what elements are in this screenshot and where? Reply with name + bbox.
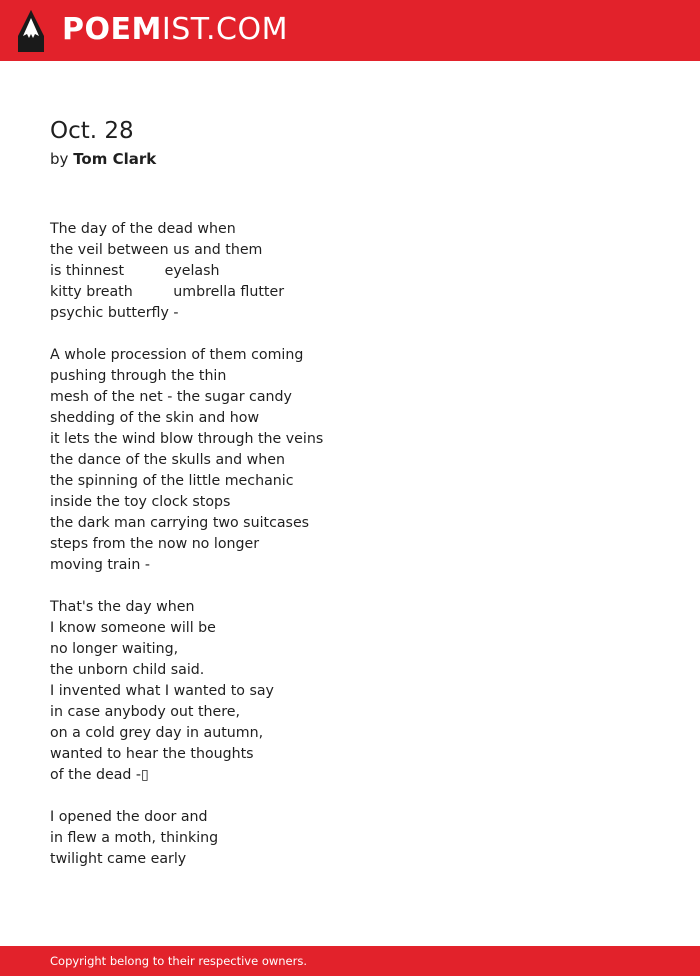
poem-line: it lets the wind blow through the veins: [50, 431, 324, 447]
poem-line: of the dead -▯: [50, 767, 149, 783]
poem-author: Tom Clark: [73, 150, 157, 168]
poem-line: is thinnest eyelash: [50, 263, 220, 279]
poem-line: That's the day when: [50, 599, 195, 615]
stanza-break: [50, 324, 323, 345]
poem-line: I invented what I wanted to say: [50, 683, 274, 699]
poem-line: no longer waiting,: [50, 641, 179, 657]
site-header: [0, 0, 700, 61]
site-footer: [0, 946, 700, 976]
poem-body: [50, 219, 323, 870]
poem-line: steps from the now no longer: [50, 536, 260, 552]
poem-line: twilight came early: [50, 851, 187, 867]
pencil-tip-icon[interactable]: [18, 10, 44, 52]
poem-line: in case anybody out there,: [50, 704, 241, 720]
poem-line: I know someone will be: [50, 620, 216, 636]
logo-text-bold: POEM: [62, 12, 162, 47]
logo-text-light: IST.COM: [161, 12, 288, 47]
poem-line: pushing through the thin: [50, 368, 227, 384]
poem-line: the dance of the skulls and when: [50, 452, 285, 468]
site-logo[interactable]: [62, 11, 288, 49]
poem-line: kitty breath umbrella flutter: [50, 284, 285, 300]
copyright-notice: Copyright belong to their respective owners.: [50, 954, 308, 968]
stanza-break: [50, 786, 323, 807]
poem-line: moving train -: [50, 557, 150, 573]
stanza-break: [50, 576, 323, 597]
poem-line: the dark man carrying two suitcases: [50, 515, 310, 531]
poem-line: psychic butterfly -: [50, 305, 179, 321]
poem-line: wanted to hear the thoughts: [50, 746, 254, 762]
poem-line: in flew a moth, thinking: [50, 830, 219, 846]
poem-line: inside the toy clock stops: [50, 494, 231, 510]
poem-line: I opened the door and: [50, 809, 208, 825]
poem-line: the veil between us and them: [50, 242, 263, 258]
poem-line: shedding of the skin and how: [50, 410, 260, 426]
poem-byline: [50, 148, 156, 170]
poem-line: The day of the dead when: [50, 221, 236, 237]
byline-prefix: by: [50, 150, 69, 168]
poem-title: Oct. 28: [50, 118, 134, 144]
poem-line: mesh of the net - the sugar candy: [50, 389, 292, 405]
poem-line: A whole procession of them coming: [50, 347, 304, 363]
poem-line: the spinning of the little mechanic: [50, 473, 294, 489]
poem-line: on a cold grey day in autumn,: [50, 725, 264, 741]
poem-line: the unborn child said.: [50, 662, 205, 678]
